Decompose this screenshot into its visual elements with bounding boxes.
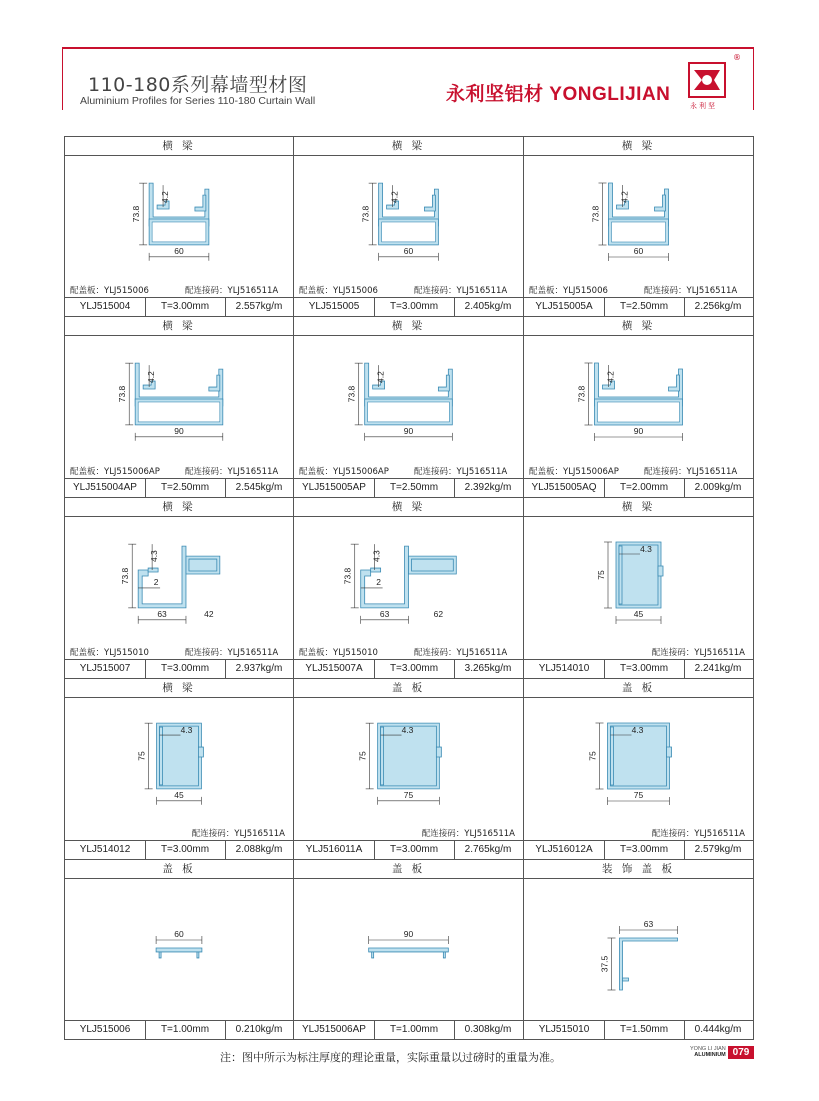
- connector-note: 配连接码：YLJ516511A: [414, 648, 508, 658]
- dim-width-1: 60: [403, 245, 414, 256]
- spec-row: [65, 297, 293, 316]
- connector-note: 配连接码：YLJ516511A: [414, 286, 508, 296]
- spec-row: [294, 659, 523, 678]
- dim-width-2: 60: [633, 246, 644, 256]
- spec-code: YLJ516012A: [524, 841, 605, 859]
- connector-note: 配连接码：YLJ516511A: [644, 467, 738, 477]
- profile-clip: [209, 375, 220, 391]
- profile-plate: [369, 948, 449, 952]
- dim-thickness-7: 4.3: [371, 550, 382, 562]
- profile-cell: [65, 860, 294, 1039]
- profile-cell: [65, 317, 294, 498]
- spec-row: [524, 297, 753, 316]
- spec-row: [294, 297, 523, 316]
- spec-code: YLJ515006: [65, 1021, 146, 1039]
- cell-title: 横 梁: [524, 317, 753, 336]
- profile-plate: [156, 948, 202, 952]
- cell-title: 横 梁: [524, 498, 753, 517]
- profile-clip: [658, 566, 663, 576]
- spec-thickness: T=3.00mm: [374, 841, 455, 859]
- cell-notes: [529, 465, 738, 477]
- footer-brand: [690, 1046, 726, 1058]
- profile-drawing: [524, 697, 753, 822]
- spec-row: [524, 659, 753, 678]
- dim-thickness-6: 4.3: [149, 550, 160, 562]
- dim-height-8: 75: [596, 570, 606, 580]
- connector-note: 配连接码：YLJ516511A: [185, 286, 279, 296]
- profile-shape: [616, 542, 661, 608]
- profile-cell: [524, 679, 753, 860]
- profile-clip: [195, 195, 206, 211]
- dim-small-6: 2: [153, 576, 159, 587]
- dim-width-0: 60: [174, 245, 184, 256]
- spec-row: [294, 478, 523, 497]
- profile-clip: [669, 375, 680, 391]
- cover-plate-note: 配盖板：YLJ515006: [299, 286, 378, 296]
- profile-drawing: [65, 516, 293, 641]
- profile-arm: [409, 556, 457, 574]
- spec-row: [65, 659, 293, 678]
- profile-clip: [148, 568, 158, 572]
- spec-thickness: T=2.50mm: [145, 479, 226, 497]
- cell-title: 盖 板: [65, 860, 293, 879]
- brand-name: 永利坚铝材 YONGLIJIAN: [446, 84, 671, 105]
- spec-code: YLJ514010: [524, 660, 605, 678]
- spec-weight: 0.210kg/m: [235, 1024, 283, 1035]
- dim-thickness-2: 4.2: [619, 191, 630, 203]
- dim-width-11: 75: [633, 790, 644, 800]
- spec-weight: 2.088kg/m: [235, 844, 283, 855]
- dim-height-7: 73.8: [342, 567, 353, 585]
- profile-drawing: [65, 697, 293, 822]
- cell-notes: [299, 646, 508, 658]
- spec-thickness: T=3.00mm: [145, 298, 226, 316]
- dim-height-6: 73.8: [120, 567, 131, 585]
- spec-code: YLJ515007A: [294, 660, 375, 678]
- connector-note: 配连接码：YLJ516511A: [644, 286, 738, 296]
- dim-width-13: 90: [403, 929, 414, 940]
- dim-width-8: 45: [633, 609, 644, 619]
- dim-thickness-3: 4.2: [146, 371, 157, 383]
- dim-width-10: 75: [403, 789, 414, 800]
- cell-title: 横 梁: [65, 679, 293, 698]
- spec-weight: 0.444kg/m: [694, 1024, 742, 1035]
- profile-drawing: [524, 335, 753, 460]
- spec-row: [524, 1020, 753, 1039]
- profile-cell: [65, 679, 294, 860]
- connector-note: 配连接码：YLJ516511A: [414, 467, 508, 477]
- spec-code: YLJ515005: [294, 298, 375, 316]
- cell-title: 横 梁: [524, 137, 753, 156]
- spec-thickness: T=3.00mm: [604, 660, 685, 678]
- dim-width2-6: 42: [204, 608, 214, 619]
- cell-notes: [529, 284, 738, 296]
- connector-note: 配连接码：YLJ516511A: [191, 829, 285, 839]
- page-title: 110-180系列幕墙型材图: [88, 74, 308, 96]
- spec-thickness: T=3.00mm: [374, 298, 455, 316]
- connector-note: 配连接码：YLJ516511A: [651, 829, 745, 839]
- cell-title: 横 梁: [294, 317, 523, 336]
- profile-drawing: [65, 155, 293, 279]
- profile-cell: [524, 498, 753, 679]
- dim-width-6: 63: [157, 608, 167, 619]
- cell-title: 横 梁: [294, 137, 523, 156]
- spec-code: YLJ515005AP: [294, 479, 375, 497]
- dim-thickness-8: 4.3: [640, 544, 652, 554]
- cell-notes: [299, 465, 508, 477]
- dim-thickness-9: 4.3: [180, 725, 193, 736]
- profile-shape: [361, 546, 409, 608]
- dim-width2-7: 62: [433, 608, 444, 619]
- dim-height-9: 75: [136, 751, 147, 761]
- cell-title: 横 梁: [65, 317, 293, 336]
- dim-height-0: 73.8: [131, 205, 142, 223]
- profile-cell: [294, 679, 524, 860]
- dim-thickness-10: 4.3: [401, 725, 414, 736]
- spec-row: [524, 840, 753, 859]
- dim-height-5: 73.8: [576, 385, 587, 403]
- spec-row: [65, 840, 293, 859]
- profile-lip: [623, 978, 629, 981]
- cell-title: 盖 板: [294, 860, 523, 879]
- profile-drawing: [294, 335, 523, 460]
- registered-mark: ®: [733, 53, 741, 62]
- profile-clip: [436, 747, 441, 757]
- cell-title: 横 梁: [294, 498, 523, 517]
- footer-note: 注：图中所示为标注厚度的理论重量，实际重量以过磅时的重量为准。: [220, 1051, 561, 1064]
- spec-thickness: T=3.00mm: [374, 660, 455, 678]
- cell-notes: [299, 284, 508, 296]
- dim-height-4: 73.8: [346, 385, 357, 403]
- profile-shape: [138, 546, 186, 608]
- spec-thickness: T=1.00mm: [145, 1021, 226, 1039]
- dim-width-3: 90: [174, 425, 184, 436]
- spec-weight: 2.256kg/m: [694, 301, 742, 312]
- footer-section: ALUMINIUM: [694, 1052, 726, 1058]
- profile-drawing: [524, 516, 753, 641]
- profile-clip: [655, 195, 666, 211]
- profile-clip: [667, 747, 672, 757]
- profile-lip: [372, 952, 446, 958]
- cover-plate-note: 配盖板：YLJ515006: [529, 286, 608, 296]
- spec-row: [65, 1020, 293, 1039]
- profile-rib: [619, 546, 622, 604]
- profile-cell: [524, 137, 753, 317]
- spec-code: YLJ515006AP: [294, 1021, 375, 1039]
- dim-width-5: 90: [633, 426, 644, 436]
- cover-plate-note: 配盖板：YLJ515006AP: [70, 467, 160, 477]
- spec-code: YLJ515010: [524, 1021, 605, 1039]
- spec-code: YLJ515004AP: [65, 479, 146, 497]
- spec-thickness: T=2.50mm: [604, 298, 685, 316]
- profile-rib: [160, 727, 163, 785]
- dim-height-10: 75: [357, 751, 368, 761]
- spec-weight: 3.265kg/m: [464, 663, 512, 674]
- connector-note: 配连接码：YLJ516511A: [185, 467, 279, 477]
- profile-rib: [611, 727, 614, 785]
- spec-thickness: T=3.00mm: [604, 841, 685, 859]
- profile-cell: [294, 137, 524, 317]
- profile-drawing: [294, 697, 523, 822]
- dim-width-9: 45: [174, 789, 184, 800]
- profile-shape: [157, 723, 202, 789]
- profile-drawing: [524, 155, 753, 279]
- profile-drawing: [524, 878, 753, 1001]
- spec-code: YLJ515005AQ: [524, 479, 605, 497]
- cover-plate-note: 配盖板：YLJ515010: [70, 648, 149, 658]
- spec-weight: 2.009kg/m: [694, 482, 742, 493]
- dim-height-14: 37.5: [599, 955, 610, 973]
- spec-thickness: T=1.00mm: [374, 1021, 455, 1039]
- cell-notes: [652, 827, 745, 839]
- cell-notes: [70, 465, 279, 477]
- profile-arm: [186, 556, 220, 574]
- dim-height-11: 75: [587, 751, 598, 761]
- profile-rib: [381, 727, 384, 785]
- spec-weight: 2.765kg/m: [464, 844, 512, 855]
- spec-code: YLJ515007: [65, 660, 146, 678]
- profile-angle: [620, 938, 678, 990]
- spec-thickness: T=3.00mm: [145, 841, 226, 859]
- spec-weight: 0.308kg/m: [464, 1024, 512, 1035]
- profile-drawing: [294, 155, 523, 279]
- spec-row: [294, 1020, 523, 1039]
- spec-code: YLJ515005A: [524, 298, 605, 316]
- profile-hole: [368, 402, 450, 422]
- profile-drawing: [65, 335, 293, 460]
- spec-thickness: T=2.50mm: [374, 479, 455, 497]
- logo-caption: 永利坚: [690, 102, 717, 110]
- spec-weight: 2.579kg/m: [694, 844, 742, 855]
- cell-title: 横 梁: [65, 498, 293, 517]
- dim-height-3: 73.8: [117, 385, 128, 403]
- profile-clip: [438, 375, 449, 391]
- spec-code: YLJ516011A: [294, 841, 375, 859]
- profile-cell: [294, 860, 524, 1039]
- dim-width-7: 63: [379, 608, 390, 619]
- dim-width-12: 60: [174, 929, 184, 940]
- profile-grid: [64, 136, 754, 1040]
- cell-notes: [422, 827, 515, 839]
- profile-hole: [612, 222, 666, 242]
- spec-weight: 2.241kg/m: [694, 663, 742, 674]
- cover-plate-note: 配盖板：YLJ515006AP: [299, 467, 389, 477]
- cell-title: 盖 板: [524, 679, 753, 698]
- spec-thickness: T=2.00mm: [604, 479, 685, 497]
- profile-cell: [524, 317, 753, 498]
- dim-thickness-5: 4.2: [605, 371, 616, 383]
- dim-width-14: 63: [643, 919, 654, 929]
- dim-thickness-0: 4.2: [160, 191, 171, 203]
- profile-drawing: [294, 516, 523, 641]
- profile-cell: [65, 498, 294, 679]
- cell-title: 盖 板: [294, 679, 523, 698]
- spec-code: YLJ514012: [65, 841, 146, 859]
- spec-weight: 2.937kg/m: [235, 663, 283, 674]
- footer-brand-small: YONG LI JIAN: [690, 1046, 726, 1052]
- cell-title: 横 梁: [65, 137, 293, 156]
- profile-hole: [152, 222, 206, 242]
- profile-cell: [294, 317, 524, 498]
- cover-plate-note: 配盖板：YLJ515010: [299, 648, 378, 658]
- dim-thickness-11: 4.3: [631, 725, 644, 735]
- cell-notes: [192, 827, 285, 839]
- spec-row: [294, 840, 523, 859]
- profile-lip: [159, 952, 199, 958]
- profile-clip: [371, 568, 381, 572]
- spec-thickness: T=3.00mm: [145, 660, 226, 678]
- profile-clip: [424, 195, 435, 211]
- spec-weight: 2.405kg/m: [464, 301, 512, 312]
- cover-plate-note: 配盖板：YLJ515006: [70, 286, 149, 296]
- dim-small-7: 2: [376, 576, 381, 587]
- spec-weight: 2.392kg/m: [464, 482, 512, 493]
- spec-code: YLJ515004: [65, 298, 146, 316]
- dim-width-4: 90: [403, 425, 414, 436]
- cover-plate-note: 配盖板：YLJ515006AP: [529, 467, 619, 477]
- spec-weight: 2.557kg/m: [235, 301, 283, 312]
- connector-note: 配连接码：YLJ516511A: [651, 648, 745, 658]
- profile-clip: [198, 747, 203, 757]
- spec-row: [65, 478, 293, 497]
- cell-notes: [70, 284, 279, 296]
- connector-note: 配连接码：YLJ516511A: [421, 829, 515, 839]
- profile-hole: [138, 402, 220, 422]
- profile-cell: [65, 137, 294, 317]
- dim-thickness-4: 4.2: [375, 371, 386, 383]
- dim-height-1: 73.8: [360, 205, 371, 223]
- profile-hole: [598, 402, 680, 422]
- profile-cell: [294, 498, 524, 679]
- profile-drawing: [294, 878, 523, 1001]
- page-subtitle: Aluminium Profiles for Series 110-180 Curtain Wall: [80, 95, 316, 107]
- profile-hole: [382, 222, 436, 242]
- brand-logo-icon: [688, 62, 726, 98]
- spec-weight: 2.545kg/m: [235, 482, 283, 493]
- dim-height-2: 73.8: [590, 205, 601, 223]
- page-number: 079: [728, 1046, 754, 1059]
- profile-cell: [524, 860, 753, 1039]
- spec-row: [524, 478, 753, 497]
- connector-note: 配连接码：YLJ516511A: [185, 648, 279, 658]
- spec-thickness: T=1.50mm: [604, 1021, 685, 1039]
- cell-notes: [70, 646, 279, 658]
- dim-thickness-1: 4.2: [389, 191, 400, 203]
- profile-drawing: [65, 878, 293, 1001]
- cell-notes: [652, 646, 745, 658]
- cell-title: 装 饰 盖 板: [524, 860, 753, 879]
